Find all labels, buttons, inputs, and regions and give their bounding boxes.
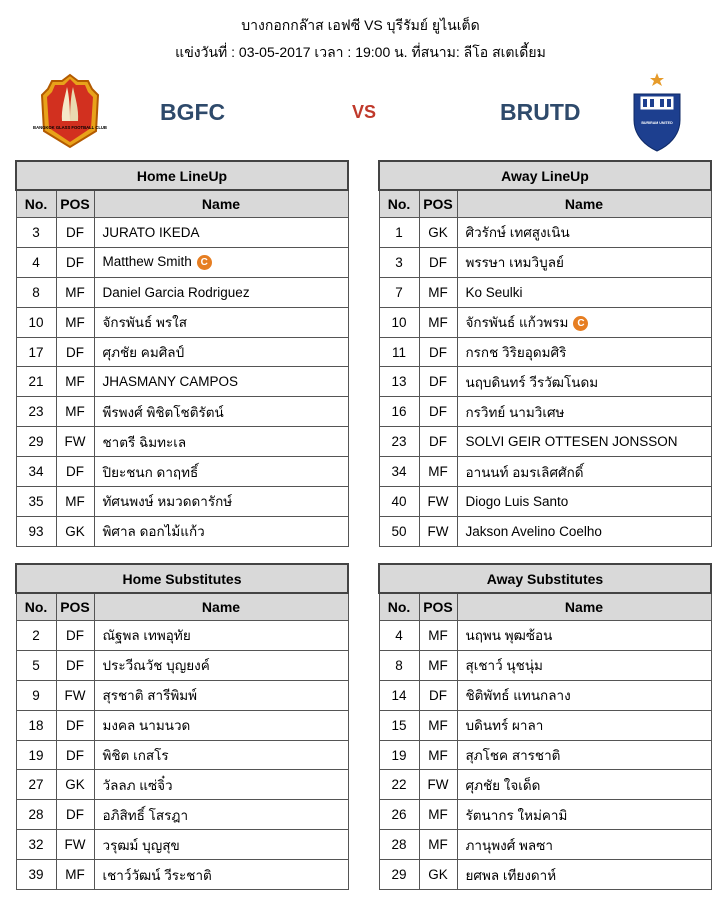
player-name-cell xyxy=(457,740,711,770)
player-position: DF xyxy=(56,650,94,680)
player-number: 11 xyxy=(379,337,419,367)
player-number: 2 xyxy=(16,621,56,651)
player-name: จักรพันธ์ พรใส xyxy=(102,315,187,331)
column-header-pos: POS xyxy=(419,190,457,218)
player-row xyxy=(379,337,711,367)
player-number: 39 xyxy=(16,860,56,890)
player-name-cell xyxy=(457,457,711,487)
player-row xyxy=(16,487,348,517)
home-team-code: BGFC xyxy=(160,99,226,125)
player-name: Diogo Luis Santo xyxy=(465,493,569,509)
player-position: MF xyxy=(419,650,457,680)
player-row xyxy=(379,427,711,457)
player-name-cell xyxy=(457,800,711,830)
player-row xyxy=(16,770,348,800)
home-team-logo xyxy=(33,73,107,149)
home-substitutes-title: Home Substitutes xyxy=(16,564,348,593)
home-lineup-title: Home LineUp xyxy=(16,161,348,190)
player-name-cell xyxy=(457,367,711,397)
player-number: 10 xyxy=(16,307,56,337)
player-name-cell xyxy=(94,367,348,397)
player-name-cell xyxy=(457,277,711,307)
player-name: มงคล นามนวด xyxy=(102,718,191,734)
player-position: DF xyxy=(419,247,457,277)
player-row xyxy=(379,650,711,680)
away-team-logo xyxy=(630,72,684,152)
player-position: DF xyxy=(56,337,94,367)
player-row xyxy=(379,218,711,248)
player-row xyxy=(379,740,711,770)
player-position: MF xyxy=(56,487,94,517)
player-name-cell xyxy=(94,740,348,770)
player-name-cell xyxy=(94,650,348,680)
column-header-pos: POS xyxy=(56,190,94,218)
player-name: สุภโชค สารชาติ xyxy=(465,748,561,763)
player-position: GK xyxy=(419,218,457,248)
player-number: 21 xyxy=(16,367,56,397)
player-row xyxy=(16,247,348,277)
column-header-no: No. xyxy=(16,190,56,218)
player-name-cell xyxy=(457,770,711,800)
player-name: สุเชาว์ นุชนุ่ม xyxy=(465,658,543,674)
player-position: MF xyxy=(419,621,457,651)
player-number: 1 xyxy=(379,218,419,248)
player-name: SOLVI GEIR OTTESEN JONSSON xyxy=(465,434,678,450)
player-number: 7 xyxy=(379,277,419,307)
player-number: 32 xyxy=(16,830,56,860)
player-name-cell xyxy=(94,457,348,487)
player-name: ประวีณวัช บุญยงค์ xyxy=(102,658,210,674)
player-name: กรกช วิริยอุดมศิริ xyxy=(465,345,567,360)
player-row xyxy=(16,860,348,890)
player-number: 14 xyxy=(379,680,419,710)
player-name-cell xyxy=(94,277,348,307)
away-lineup-table xyxy=(378,160,712,547)
player-name-cell xyxy=(94,710,348,740)
column-header-no: No. xyxy=(16,593,56,621)
player-name-cell xyxy=(94,516,348,546)
home-lineup-table xyxy=(15,160,349,547)
player-position: FW xyxy=(419,487,457,517)
player-name-cell xyxy=(457,218,711,248)
player-name-cell xyxy=(94,247,348,277)
player-number: 50 xyxy=(379,516,419,546)
player-name-cell xyxy=(457,307,711,337)
player-name: Ko Seulki xyxy=(465,284,523,300)
player-name: Daniel Garcia Rodriguez xyxy=(102,284,250,300)
player-row xyxy=(16,277,348,307)
player-name-cell xyxy=(94,427,348,457)
player-row xyxy=(379,487,711,517)
player-row xyxy=(16,516,348,546)
player-name: พีรพงศ์ พิชิตโชติรัตน์ xyxy=(102,404,224,420)
player-row xyxy=(379,830,711,860)
home-substitutes-table xyxy=(15,563,349,890)
player-name-cell xyxy=(457,516,711,546)
player-row xyxy=(379,516,711,546)
player-row xyxy=(16,650,348,680)
player-name: ชาตรี ฉิมทะเล xyxy=(102,434,187,450)
player-name: ณัฐพล เทพอุทัย xyxy=(102,628,191,644)
player-number: 29 xyxy=(379,860,419,890)
column-header-no: No. xyxy=(379,190,419,218)
player-name-cell xyxy=(457,650,711,680)
player-position: MF xyxy=(419,277,457,307)
player-position: GK xyxy=(419,860,457,890)
player-position: MF xyxy=(419,457,457,487)
player-position: DF xyxy=(56,247,94,277)
player-position: DF xyxy=(56,710,94,740)
match-title: บางกอกกล๊าส เอฟซี VS บุรีรัมย์ ยูไนเต็ด xyxy=(241,17,480,33)
player-row xyxy=(379,710,711,740)
away-substitutes-title: Away Substitutes xyxy=(379,564,711,593)
player-number: 15 xyxy=(379,710,419,740)
away-team-code: BRUTD xyxy=(500,99,581,125)
player-number: 8 xyxy=(16,277,56,307)
player-row xyxy=(16,710,348,740)
player-position: MF xyxy=(419,800,457,830)
player-position: DF xyxy=(419,680,457,710)
player-name-cell xyxy=(457,710,711,740)
player-name-cell xyxy=(457,397,711,427)
player-row xyxy=(16,397,348,427)
column-header-name: Name xyxy=(94,593,348,621)
player-name: ยศพล เทียงดาห์ xyxy=(465,867,557,883)
player-row xyxy=(379,800,711,830)
player-row xyxy=(379,307,711,337)
player-name: ภานุพงศ์ พลซา xyxy=(465,837,553,853)
player-position: FW xyxy=(56,680,94,710)
player-name: จักรพันธ์ แก้วพรม xyxy=(465,315,569,331)
player-number: 19 xyxy=(16,740,56,770)
player-name: ศุภชัย คมศิลป์ xyxy=(102,345,185,360)
player-row xyxy=(16,830,348,860)
player-name: นฤบดินทร์ วีรวัฒโนดม xyxy=(465,374,599,390)
column-header-pos: POS xyxy=(56,593,94,621)
player-number: 19 xyxy=(379,740,419,770)
player-position: MF xyxy=(56,860,94,890)
player-position: MF xyxy=(56,397,94,427)
player-number: 27 xyxy=(16,770,56,800)
player-position: DF xyxy=(56,457,94,487)
player-number: 28 xyxy=(16,800,56,830)
player-name-cell xyxy=(94,621,348,651)
player-number: 13 xyxy=(379,367,419,397)
player-position: DF xyxy=(419,367,457,397)
player-row xyxy=(16,367,348,397)
player-position: FW xyxy=(56,427,94,457)
column-header-name: Name xyxy=(457,190,711,218)
vs-label: VS xyxy=(352,102,377,122)
column-header-name: Name xyxy=(94,190,348,218)
player-row xyxy=(16,307,348,337)
column-header-name: Name xyxy=(457,593,711,621)
player-name-cell xyxy=(94,830,348,860)
player-row xyxy=(16,680,348,710)
player-position: DF xyxy=(56,800,94,830)
player-name: วัลลภ แซ่จิ๋ว xyxy=(102,777,173,793)
player-name: JHASMANY CAMPOS xyxy=(102,374,239,390)
captain-badge-icon: C xyxy=(573,316,588,331)
player-position: MF xyxy=(419,710,457,740)
column-header-pos: POS xyxy=(419,593,457,621)
player-row xyxy=(379,367,711,397)
player-name: ศุภชัย ใจเด็ด xyxy=(465,777,541,793)
player-position: DF xyxy=(419,337,457,367)
player-number: 10 xyxy=(379,307,419,337)
player-number: 28 xyxy=(379,830,419,860)
player-number: 9 xyxy=(16,680,56,710)
player-name-cell xyxy=(457,830,711,860)
player-name-cell xyxy=(94,800,348,830)
player-number: 17 xyxy=(16,337,56,367)
player-name: กรวิทย์ นามวิเศษ xyxy=(465,404,565,420)
player-name-cell xyxy=(457,247,711,277)
player-position: MF xyxy=(56,367,94,397)
svg-text:BANGKOK GLASS FOOTBALL CLUB: BANGKOK GLASS FOOTBALL CLUB xyxy=(33,125,107,130)
player-row xyxy=(379,860,711,890)
player-row xyxy=(16,740,348,770)
player-name: พิศาล ดอกไม้แก้ว xyxy=(102,524,205,540)
player-name: ชิติพัทธ์ แทนกลาง xyxy=(465,688,571,704)
player-name-cell xyxy=(94,307,348,337)
player-number: 22 xyxy=(379,770,419,800)
player-number: 40 xyxy=(379,487,419,517)
player-name: ศิวรักษ์ เทศสูงเนิน xyxy=(465,225,570,241)
svg-text:BURIRAM UNITED: BURIRAM UNITED xyxy=(641,121,673,125)
player-name-cell xyxy=(94,487,348,517)
captain-badge-icon: C xyxy=(197,255,212,270)
player-number: 4 xyxy=(379,621,419,651)
player-name: พิชิต เกสโร xyxy=(102,748,169,763)
player-number: 29 xyxy=(16,427,56,457)
player-position: DF xyxy=(56,740,94,770)
player-number: 18 xyxy=(16,710,56,740)
player-name-cell xyxy=(457,680,711,710)
player-number: 34 xyxy=(16,457,56,487)
player-name-cell xyxy=(457,860,711,890)
player-position: MF xyxy=(419,740,457,770)
player-position: FW xyxy=(56,830,94,860)
player-row xyxy=(379,770,711,800)
player-name: วรุฒม์ บุญสุข xyxy=(102,837,180,853)
player-name-cell xyxy=(457,621,711,651)
player-number: 3 xyxy=(16,218,56,248)
player-position: MF xyxy=(56,277,94,307)
player-number: 4 xyxy=(16,247,56,277)
away-substitutes-table xyxy=(378,563,712,890)
player-position: FW xyxy=(419,516,457,546)
player-name: อภิสิทธิ์ โสรฎา xyxy=(102,807,189,823)
player-name: บดินทร์ ผาลา xyxy=(465,718,544,734)
player-name-cell xyxy=(94,770,348,800)
player-name-cell xyxy=(457,337,711,367)
player-name: เชาว์วัฒน์ วีระชาติ xyxy=(102,867,212,883)
match-info: แข่งวันที่ : 03-05-2017 เวลา : 19:00 น. ที่สนาม: ลีโอ สเตเดี้ยม xyxy=(175,44,546,60)
player-row xyxy=(16,800,348,830)
player-name: Matthew Smith xyxy=(102,254,192,270)
player-name-cell xyxy=(94,397,348,427)
player-row xyxy=(16,337,348,367)
player-position: MF xyxy=(419,830,457,860)
player-row xyxy=(379,621,711,651)
player-row xyxy=(16,457,348,487)
player-name: อานนท์ อมรเลิศศักดิ์ xyxy=(465,464,584,480)
player-position: FW xyxy=(419,770,457,800)
player-number: 3 xyxy=(379,247,419,277)
player-number: 26 xyxy=(379,800,419,830)
player-row xyxy=(379,397,711,427)
player-position: DF xyxy=(419,397,457,427)
player-name: JURATO IKEDA xyxy=(102,224,200,240)
player-name-cell xyxy=(457,487,711,517)
player-name: ปิยะชนก ดาฤทธิ์ xyxy=(102,464,199,480)
player-number: 8 xyxy=(379,650,419,680)
player-position: GK xyxy=(56,516,94,546)
player-name: Jakson Avelino Coelho xyxy=(465,523,602,539)
player-position: MF xyxy=(56,307,94,337)
away-lineup-title: Away LineUp xyxy=(379,161,711,190)
player-name-cell xyxy=(94,680,348,710)
player-row xyxy=(16,621,348,651)
player-number: 5 xyxy=(16,650,56,680)
player-position: DF xyxy=(56,621,94,651)
player-name: สุรชาติ สารีพิมพ์ xyxy=(102,688,198,704)
player-position: MF xyxy=(419,307,457,337)
player-number: 23 xyxy=(379,427,419,457)
column-header-no: No. xyxy=(379,593,419,621)
player-name: รัตนากร ใหม่คามิ xyxy=(465,807,568,823)
player-number: 23 xyxy=(16,397,56,427)
player-name: ทัศนพงษ์ หมวดดารักษ์ xyxy=(102,494,233,510)
player-row xyxy=(379,680,711,710)
player-number: 93 xyxy=(16,516,56,546)
player-name: พรรษา เหมวิบูลย์ xyxy=(465,255,564,271)
player-number: 35 xyxy=(16,487,56,517)
player-number: 16 xyxy=(379,397,419,427)
player-name-cell xyxy=(94,860,348,890)
player-position: GK xyxy=(56,770,94,800)
player-name-cell xyxy=(94,337,348,367)
player-position: DF xyxy=(56,218,94,248)
player-row xyxy=(16,218,348,248)
player-row xyxy=(379,277,711,307)
player-number: 34 xyxy=(379,457,419,487)
player-row xyxy=(379,247,711,277)
player-name-cell xyxy=(457,427,711,457)
player-position: DF xyxy=(419,427,457,457)
player-name: นฤพน พุฒซ้อน xyxy=(465,628,553,644)
player-name-cell xyxy=(94,218,348,248)
player-row xyxy=(16,427,348,457)
player-row xyxy=(379,457,711,487)
